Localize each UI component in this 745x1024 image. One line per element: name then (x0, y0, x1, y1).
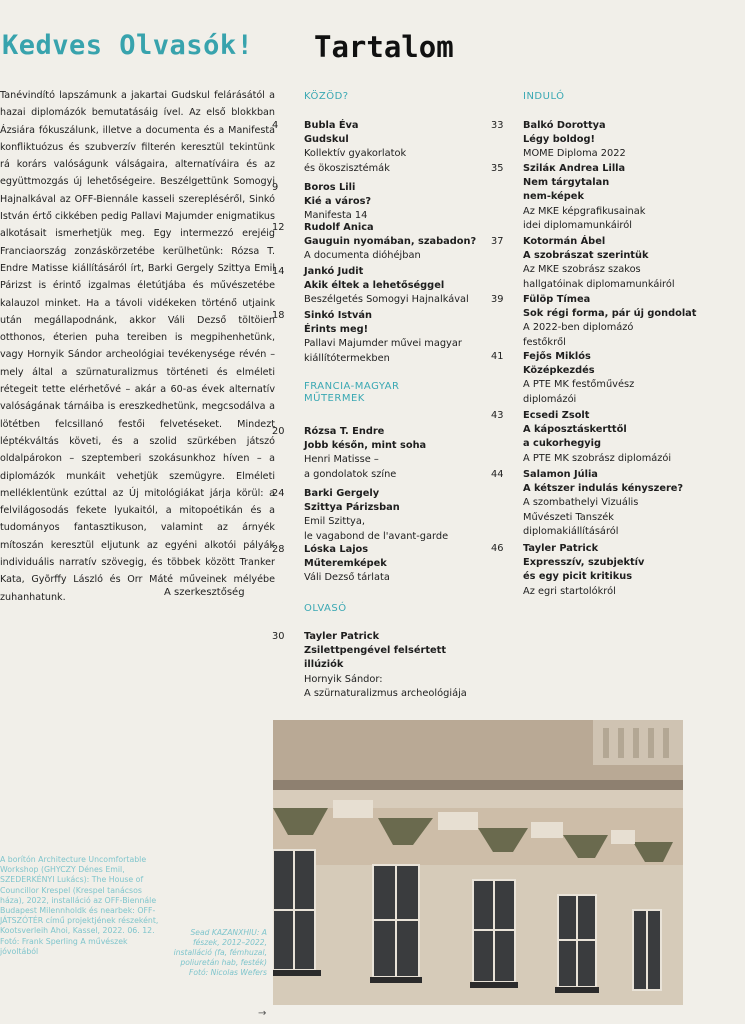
entry-title: Légy boldog! (523, 134, 596, 146)
entry-description: A PTE MK festőművész (523, 379, 635, 391)
toc-entry (272, 181, 484, 224)
toc-entry (272, 221, 484, 264)
entry-description: Váli Dezső tárlata (304, 572, 390, 584)
toc-entry (272, 487, 484, 544)
entry-description: Az egri startolókról (523, 585, 616, 597)
entry-author: Tayler Patrick (304, 631, 380, 642)
page-number: 20 (272, 426, 285, 437)
entry-title: Gauguin nyomában, szabadon? (304, 236, 477, 248)
section-heading-francia-magyar: FRANCIA-MAGYAR MŰTERMEK (304, 381, 400, 404)
page-number: 43 (491, 410, 504, 421)
page-number: 33 (491, 120, 504, 131)
entry-title: Zsilettpengével felsértett illúziók (304, 645, 447, 671)
entry-title: A káposztáskerttől (523, 424, 627, 436)
page-number: 41 (491, 351, 504, 362)
toc-entry (491, 350, 718, 407)
editorial-signature: A szerkesztőség (164, 587, 245, 598)
toc-entry (491, 468, 718, 539)
arrow-icon: → (258, 1008, 267, 1019)
page-number: 37 (491, 236, 504, 247)
entry-description: A szombathelyi Vizuális (523, 497, 639, 509)
entry-title: A szobrászat szerintük (523, 250, 649, 262)
entry-author: Lóska Lajos (304, 544, 369, 555)
entry-title: a cukorhegyig (523, 438, 602, 450)
entry-author: Sinkó István (304, 310, 372, 321)
entry-description: idei diplomamunkáiról (523, 219, 632, 231)
page-number: 12 (272, 222, 285, 233)
section-heading-indulo: INDULÓ (523, 91, 565, 102)
entry-description: Kollektív gyakorlatok (304, 148, 407, 160)
entry-description: Az MKE képgrafikusainak (523, 205, 646, 217)
entry-description: le vagabond de l'avant-garde (304, 530, 449, 542)
entry-description: festőkről (523, 336, 566, 348)
entry-author: Boros Lili (304, 182, 356, 193)
entry-description: A documenta dióhéjban (304, 250, 421, 262)
entry-author: Barki Gergely (304, 488, 380, 499)
entry-description: Pallavi Majumder művei magyar (304, 338, 462, 350)
entry-author: Fülöp Tímea (523, 294, 591, 305)
entry-description: Manifesta 14 (304, 210, 368, 222)
entry-author: Tayler Patrick (523, 543, 599, 554)
entry-author: Fejős Miklós (523, 351, 591, 362)
entry-description: A 2022-ben diplomázó (523, 322, 634, 334)
entry-title: Gudskul (304, 134, 349, 146)
contents-heading: Tartalom (314, 30, 454, 64)
entry-title: nem-képek (523, 191, 584, 203)
entry-author: Balkó Dorottya (523, 120, 606, 131)
entry-title: Kié a város? (304, 196, 372, 208)
building-facade-photo (273, 720, 683, 1005)
page-number: 24 (272, 488, 285, 499)
photo-caption: Sead KAZANXHIU: A fészek, 2012–2022, installáció (fa, fémhuzal, poliuretán hab, festék) Fotó: Nicolas Wefers (173, 928, 267, 977)
page-number: 39 (491, 294, 504, 305)
entry-title: Akik éltek a lehetőséggel (304, 280, 445, 292)
entry-description: Az MKE szobrász szakos (523, 264, 641, 276)
entry-description: kiállítótermekben (304, 352, 390, 364)
entry-author: Sziláк Andrea Lilla (523, 163, 626, 174)
page-number: 35 (491, 163, 504, 174)
entry-description: Emil Szittya, (304, 516, 365, 528)
page-number: 30 (272, 631, 285, 642)
page-number: 9 (272, 182, 279, 193)
intro-text: Tanévindító lapszámunk a jakartai Gudskul felárásától a hazai diplomázók bemutatásáig ível. Az első blokkban Ázsiára fókuszálunk, illetve a documenta és a Manifesta konfliktuózus és szubverzív filterén keresztül tekintünk rá korárs valóságunk válságaira, alternatíváira és az együttmozgás új lehetőségeire. Beszélgettünk Somogyi Hajnalkával az OFF-Biennále kasseli szerepléséről, Sinkó István értő cikkében pedig Pallavi Majumder enigmatikus alkotásait ismerhetjük meg. Egy intermezzó erejéig Franciaország zonzáskörzetébe kerülhetünk: Rózsa T. Endre Matisse kiállításáról írt, Barki Gergely Szittya Emil Párizst is érintő izgalmas életútjába és művészetébe kalauzol minket. Ha a távoli vidékeken történő utjaink után megállapodnánk, akkor Váli Dezső töltöien otthonos, éterien puha tereiben is megpihenhetünk, vagy Hornyik Sándor archeológiai tevékenysége révén – mely által a szürnaturalizmus történeti és elméleti rétegeit tette elérhetővé – akár a 60-as évek alternatív valóságának tárnáiba is ereszkedhetünk, megcsodálva a lötétben felcsillanó festői felvetéseket. Mindezt léptékváltás követi, és a szolid szürkében játszó oldalpárokon – szeptemberi szokásunkhoz híven – a diplomázók munkáit vehetjük szemügyre. Elméleti melléklentünk ezúttal az Új mitológiákat járja körül: a felvilágosodás fekete lyukaitól, a mitopoétikán és a tudományos fantasztikuson, valamint az árnyék mítoszán keresztül eljutunk az egyéni alkotói pályák individuális narratív szövegig, és többek között Tranker Kata, Gyõrffy László és Orr Máté műveinek mélyébe zuhanhatunk. (0, 90, 275, 603)
entry-title: Expresszív, szubjektív (523, 557, 645, 569)
entry-title: Jobb későn, mint soha (304, 440, 427, 452)
page-number: 28 (272, 544, 285, 555)
toc-entry (491, 409, 718, 466)
editorial-intro (0, 87, 275, 606)
entry-author: Rudolf Anica (304, 222, 374, 233)
entry-title: Középkezdés (523, 365, 595, 377)
entry-title: Szittya Párizsban (304, 502, 400, 514)
entry-author: Ecsedi Zsolt (523, 410, 590, 421)
entry-description: Henri Matisse – (304, 454, 379, 466)
toc-entry (272, 425, 484, 482)
entry-description: és ökoszisztémák (304, 162, 390, 174)
entry-title: Sok régi forma, pár új gondolat (523, 308, 697, 320)
entry-description: a gondolatok színe (304, 468, 397, 480)
toc-entry (491, 235, 718, 292)
entry-author: Salamon Júlia (523, 469, 598, 480)
entry-title: Érints meg! (304, 324, 369, 336)
entry-author: Rózsa T. Endre (304, 426, 385, 437)
entry-title: Nem tárgytalan (523, 177, 610, 189)
toc-entry (272, 119, 484, 176)
entry-title: és egy picit kritikus (523, 571, 633, 583)
page-number: 14 (272, 266, 285, 277)
toc-entry (491, 293, 718, 350)
greeting-heading: Kedves Olvasók! (2, 30, 254, 61)
toc-entry (491, 119, 718, 162)
toc-entry (272, 309, 484, 366)
entry-description: diplomakiállításáról (523, 525, 619, 537)
toc-entry (272, 543, 484, 586)
section-heading-olvaso: OLVASÓ (304, 603, 347, 614)
section-heading-kozod: KÖZÖD? (304, 91, 349, 102)
page-number: 18 (272, 310, 285, 321)
page-number: 44 (491, 469, 504, 480)
entry-description: diplomázói (523, 393, 577, 405)
entry-description: hallgatóinak diplomamunkáiról (523, 278, 675, 290)
entry-title: A kétszer indulás kényszere? (523, 483, 684, 495)
entry-author: Kotormán Ábel (523, 236, 606, 247)
toc-entry (491, 542, 718, 599)
entry-description: A PTE MK szobrász diplomázói (523, 452, 672, 464)
page-number: 46 (491, 543, 504, 554)
entry-description: Beszélgetés Somogyi Hajnalkával (304, 294, 469, 306)
entry-description: Hornyik Sándor: (304, 673, 383, 685)
entry-description: MOME Diploma 2022 (523, 148, 626, 160)
entry-description: Művészeti Tanszék (523, 511, 614, 523)
entry-title: Műteremképek (304, 558, 387, 570)
toc-entry (491, 162, 718, 233)
cover-caption: A borítón Architecture Uncomfortable Workshop (GHYCZY Dénes Emil, SZEDERKÉNYI Lukács): The House of Councillor Krespel (Krespel tanácsos háza), 2022, installáció az OFF-Biennále Budapest Milennholdk és nearbek: OFF-JÁTSZÓTÉR című projektjének részeként, Kootsverleih Ahoi, Kassel, 2022. 06. 12. Fotó: Frank Sperling A művészek jóvoltából (0, 855, 159, 956)
toc-entry (272, 630, 484, 701)
toc-entry (272, 265, 484, 308)
entry-author: Jankó Judit (304, 266, 364, 277)
page-number: 4 (272, 120, 279, 131)
entry-description: A szürnaturalizmus archeológiája (304, 687, 467, 699)
entry-author: Bubla Éva (304, 120, 359, 131)
